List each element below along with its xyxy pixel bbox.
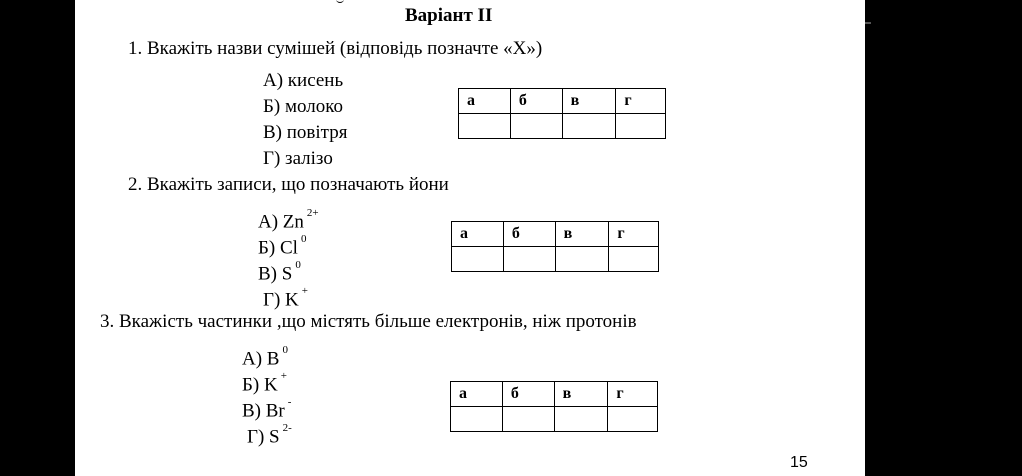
question-1-text: 1. Вкажіть назви сумішей (відповідь позначте «Х») (128, 38, 543, 59)
option-base: Г) K (263, 289, 299, 311)
question-3-text: 3. Вкажість частинки ,що містять більше електронів, ніж протонів (100, 311, 637, 332)
answer-cell-g[interactable] (616, 114, 666, 139)
answer-cell-a[interactable] (452, 247, 504, 272)
variant-title: Варіант ІІ (405, 5, 493, 26)
option-base: Г) S (247, 426, 280, 448)
charge-superscript: 0 (282, 344, 288, 356)
answer-cell-v[interactable] (555, 247, 609, 272)
answer-cell-v[interactable] (562, 114, 616, 139)
edge-mark (865, 22, 871, 24)
q3-option-c (242, 395, 291, 422)
answer-input-row (459, 114, 666, 139)
header-v: в (562, 89, 616, 114)
answer-cell-b[interactable] (502, 407, 554, 432)
charge-superscript: - (287, 396, 292, 408)
q2-answer-table (451, 221, 659, 272)
q3-option-d (247, 421, 292, 448)
q1-answer-table (458, 88, 666, 139)
header-g: г (616, 89, 666, 114)
header-g: г (609, 222, 659, 247)
q1-option-d: Г) залізо (263, 148, 333, 169)
option-base: Б) K (242, 374, 278, 396)
header-g: г (608, 382, 658, 407)
charge-superscript: + (280, 370, 287, 382)
answer-header-row (459, 89, 666, 114)
charge-superscript: + (301, 285, 309, 297)
q2-option-d (263, 284, 308, 311)
q2-option-b (258, 232, 306, 259)
answer-cell-a[interactable] (459, 114, 511, 139)
option-base: В) S (258, 263, 293, 285)
header-a: а (459, 89, 511, 114)
option-base: А) Zn (258, 211, 304, 233)
charge-superscript: 0 (300, 233, 307, 245)
answer-input-row (451, 407, 658, 432)
answer-cell-a[interactable] (451, 407, 503, 432)
right-margin-strip (865, 0, 1022, 476)
option-base: Б) Cl (258, 237, 298, 259)
answer-cell-b[interactable] (503, 247, 555, 272)
charge-superscript: 2- (282, 422, 292, 434)
header-a: а (452, 222, 504, 247)
charge-superscript: 2+ (306, 207, 319, 219)
option-base: В) Br (242, 400, 285, 422)
q1-option-c: В) повітря (263, 122, 348, 143)
answer-input-row (452, 247, 659, 272)
header-v: в (555, 222, 609, 247)
question-2-text: 2. Вкажіть записи, що позначають йони (128, 174, 449, 195)
header-b: б (503, 222, 555, 247)
answer-cell-b[interactable] (510, 114, 562, 139)
q1-option-b: Б) молоко (263, 96, 344, 117)
previous-text-fragment (336, 0, 344, 3)
header-a: а (451, 382, 503, 407)
q3-answer-table (450, 381, 658, 432)
option-base: А) B (242, 348, 280, 370)
header-b: б (510, 89, 562, 114)
charge-superscript: 0 (295, 259, 301, 271)
answer-cell-g[interactable] (608, 407, 658, 432)
answer-header-row (452, 222, 659, 247)
answer-cell-g[interactable] (609, 247, 659, 272)
header-v: в (554, 382, 608, 407)
page-number: 15 (790, 454, 808, 471)
document-page (75, 0, 865, 476)
answer-header-row (451, 382, 658, 407)
q2-option-c (258, 258, 301, 285)
q1-option-a: А) кисень (263, 70, 344, 91)
header-b: б (502, 382, 554, 407)
q3-option-a (242, 343, 288, 370)
answer-cell-v[interactable] (554, 407, 608, 432)
q3-option-b (242, 369, 287, 396)
q2-option-a (258, 206, 319, 233)
